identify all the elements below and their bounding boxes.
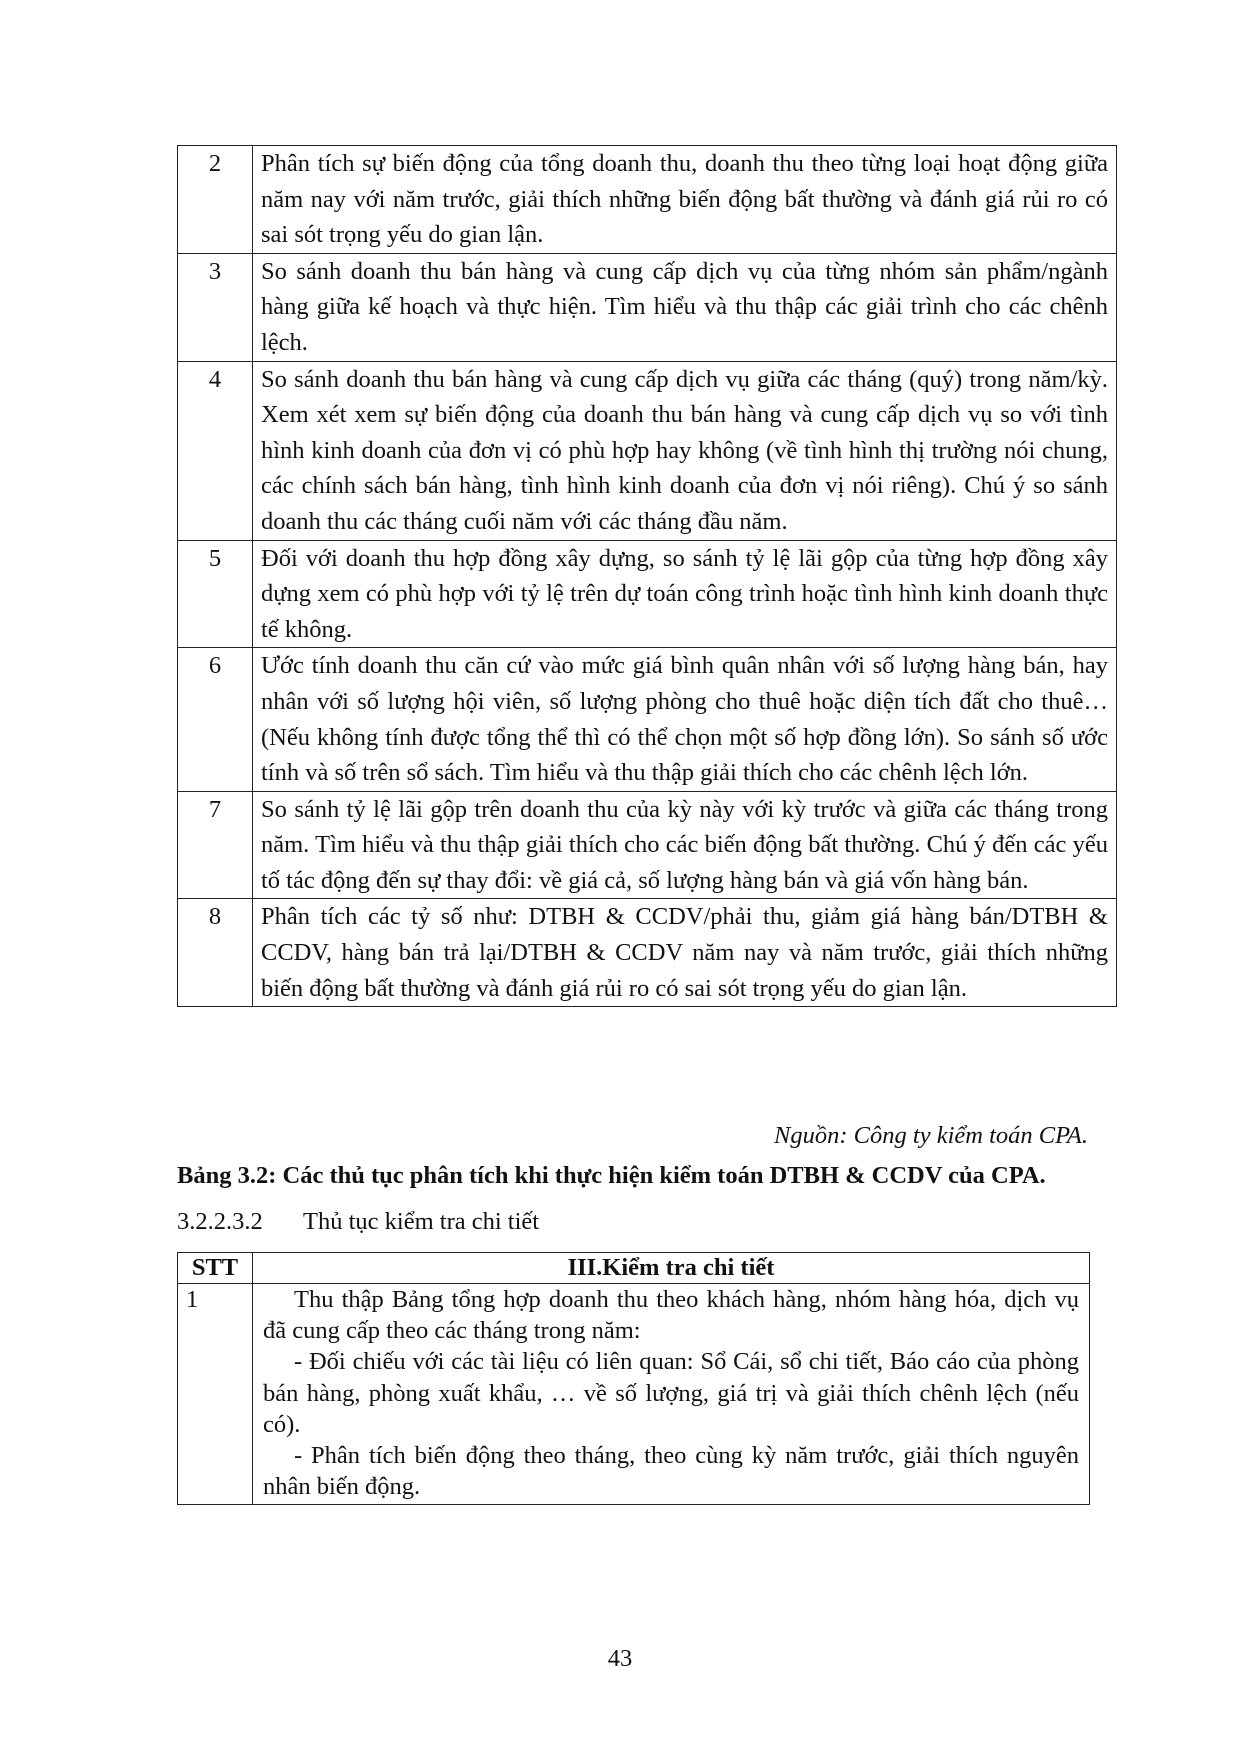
table-row: [178, 253, 1117, 361]
table-row: [178, 1284, 1090, 1505]
column-header-stt: STT: [178, 1253, 253, 1284]
column-header-detail-test: III.Kiểm tra chi tiết: [253, 1253, 1090, 1284]
row-paragraph: Thu thập Bảng tổng hợp doanh thu theo khách hàng, nhóm hàng hóa, dịch vụ đã cung cấp theo các tháng trong năm:: [263, 1286, 1079, 1345]
section-number: 3.2.2.3.2: [177, 1208, 263, 1235]
row-number: 7: [178, 791, 253, 899]
table-header-row: [178, 1253, 1090, 1284]
row-text: So sánh doanh thu bán hàng và cung cấp dịch vụ của từng nhóm sản phẩm/ngành hàng giữa kế hoạch và thực hiện. Tìm hiểu và thu thập các giải trình cho các chênh lệch.: [253, 253, 1117, 361]
row-text: Ước tính doanh thu căn cứ vào mức giá bình quân nhân với số lượng hàng bán, hay nhân với số lượng hội viên, số lượng phòng cho thuê hoặc diện tích đất cho thuê… (Nếu không tính được tổng thể thì có thể chọn một số hợp đồng lớn). So sánh số ước tính và số trên sổ sách. Tìm hiểu và thu thập giải thích cho các chênh lệch lớn.: [253, 648, 1117, 791]
row-number: 6: [178, 648, 253, 791]
page-number: 43: [607, 1645, 633, 1672]
row-text: [253, 1284, 1090, 1505]
analytical-procedures-table: [177, 145, 1117, 1007]
section-heading: [177, 1206, 539, 1238]
row-text: So sánh doanh thu bán hàng và cung cấp dịch vụ giữa các tháng (quý) trong năm/kỳ. Xem xét xem sự biến động của doanh thu bán hàng và cung cấp dịch vụ so với tình hình kinh doanh của đơn vị có phù hợp hay không (về tình hình thị trường nói chung, các chính sách bán hàng, tình hình kinh doanh của đơn vị nói riêng). Chú ý so sánh doanh thu các tháng cuối năm với các tháng đầu năm.: [253, 361, 1117, 540]
row-text: Đối với doanh thu hợp đồng xây dựng, so sánh tỷ lệ lãi gộp của từng hợp đồng xây dựng xem có phù hợp với tỷ lệ trên dự toán công trình hoặc tình hình kinh doanh thực tế không.: [253, 540, 1117, 648]
row-number: 5: [178, 540, 253, 648]
source-note: Nguồn: Công ty kiểm toán CPA.: [774, 1122, 1088, 1149]
section-title: Thủ tục kiểm tra chi tiết: [303, 1208, 540, 1235]
row-number: 8: [178, 899, 253, 1007]
row-number: 1: [178, 1284, 253, 1505]
row-text: Phân tích các tỷ số như: DTBH & CCDV/phải thu, giảm giá hàng bán/DTBH & CCDV, hàng bán trả lại/DTBH & CCDV năm nay và năm trước, giải thích những biến động bất thường và đánh giá rủi ro có sai sót trọng yếu do gian lận.: [253, 899, 1117, 1007]
table-row: [178, 899, 1117, 1007]
row-paragraph: - Phân tích biến động theo tháng, theo cùng kỳ năm trước, giải thích nguyên nhân biến động.: [263, 1442, 1079, 1501]
table-row: [178, 146, 1117, 254]
row-number: 4: [178, 361, 253, 540]
row-number: 3: [178, 253, 253, 361]
table-caption: Bảng 3.2: Các thủ tục phân tích khi thực hiện kiểm toán DTBH & CCDV của CPA.: [177, 1162, 1046, 1189]
table-row: [178, 540, 1117, 648]
table-row: [178, 648, 1117, 791]
row-number: 2: [178, 146, 253, 254]
table-row: [178, 361, 1117, 540]
row-paragraph: - Đối chiếu với các tài liệu có liên quan: Sổ Cái, sổ chi tiết, Báo cáo của phòng bán hàng, phòng xuất khẩu, … về số lượng, giá trị và giải thích chênh lệch (nếu có).: [263, 1348, 1079, 1438]
row-text: So sánh tỷ lệ lãi gộp trên doanh thu của kỳ này với kỳ trước và giữa các tháng trong năm. Tìm hiểu và thu thập giải thích cho các biến động bất thường. Chú ý đến các yếu tố tác động đến sự thay đổi: về giá cả, số lượng hàng bán và giá vốn hàng bán.: [253, 791, 1117, 899]
table-row: [178, 791, 1117, 899]
row-text: Phân tích sự biến động của tổng doanh thu, doanh thu theo từng loại hoạt động giữa năm nay với năm trước, giải thích những biến động bất thường và đánh giá rủi ro có sai sót trọng yếu do gian lận.: [253, 146, 1117, 254]
detail-test-table: [177, 1252, 1090, 1505]
